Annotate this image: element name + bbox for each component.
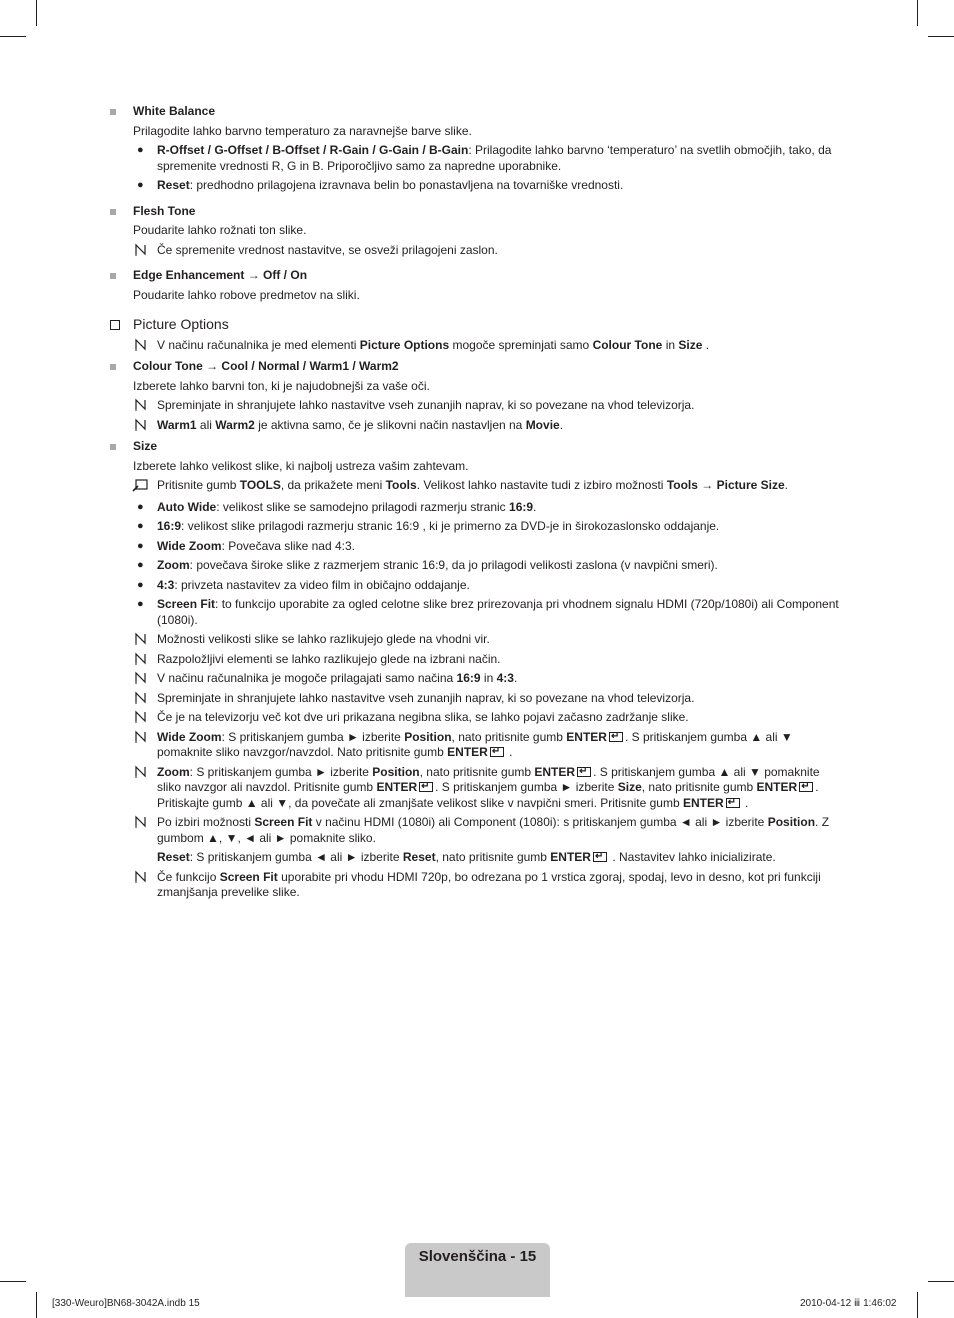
colour-tone-heading: Colour Tone → Cool / Normal / Warm1 / Warm2 bbox=[110, 359, 845, 375]
bullet-item: ● 16:9: velikost slike prilagodi razmerju stranic 16:9 , ki je primerno za DVD-je in širokozaslonsko oddajanje. bbox=[137, 519, 720, 533]
square-bullet-icon bbox=[110, 104, 130, 120]
bullet-item: ● Zoom: povečava široke slike z razmerjem stranic 16:9, da jo prilagodi velikosti zaslona (v navpični smeri). bbox=[137, 558, 718, 572]
square-bullet-icon bbox=[110, 439, 130, 455]
enter-icon bbox=[593, 852, 607, 862]
enter-icon bbox=[799, 782, 813, 792]
reset-line: Reset: S pritiskanjem gumba ◄ ali ► izberite Reset, nato pritisnite gumb ENTER↵ . Nastavitev lahko inicializirate. bbox=[157, 850, 845, 866]
enter-icon bbox=[490, 747, 504, 757]
dot-bullet-icon: ● bbox=[137, 179, 144, 191]
slug-left: [330-Weuro]BN68-3042A.indb 15 bbox=[52, 1298, 200, 1309]
slug-right: 2010-04-12 ⅲ 1:46:02 bbox=[800, 1298, 897, 1309]
note-n-icon bbox=[134, 730, 148, 743]
note-n-icon bbox=[134, 815, 148, 828]
dot-bullet-icon: ● bbox=[137, 144, 144, 156]
crop-mark bbox=[36, 1292, 37, 1318]
crop-mark bbox=[36, 0, 37, 26]
white-balance-desc: Prilagodite lahko barvno temperaturo za naravnejše barve slike. bbox=[133, 123, 472, 138]
note-item: Možnosti velikosti slike se lahko razlikujejo glede na vhodni vir. bbox=[110, 632, 845, 648]
tools-note: Pritisnite gumb TOOLS, da prikažete meni Tools. Velikost lahko nastavite tudi z izbiro možnosti Tools → Picture Size. bbox=[110, 478, 845, 494]
picture-options-heading: Picture Options bbox=[110, 317, 845, 334]
crop-mark bbox=[917, 1292, 918, 1318]
size-heading: Size bbox=[110, 439, 845, 455]
note-n-icon bbox=[134, 652, 148, 665]
note-item: Po izbiri možnosti Screen Fit v načinu HDMI (1080i) ali Component (1080i): s pritiskanjem gumba ◄ ali ► izberite Position. Z gumbom ▲, ▼, ◄ ali ► pomaknite sliko. Reset: S pritiskanjem gumba ◄ ali ► izberite Reset, nato pritisnite gumb ENTER↵ . Nastavitev lahko inicializirate. bbox=[110, 815, 845, 866]
dot-bullet-icon: ● bbox=[137, 559, 144, 571]
note-item: Razpoložljivi elementi se lahko razlikujejo glede na izbrani način. bbox=[110, 652, 845, 668]
crop-mark bbox=[928, 36, 954, 37]
note-item: Če je na televizorju več kot dve uri prikazana negibna slika, se lahko pojavi začasno zadržanje slike. bbox=[110, 710, 845, 726]
crop-mark bbox=[0, 36, 26, 37]
note-item: V načinu računalnika je mogoče prilagajati samo načina 16:9 in 4:3. bbox=[110, 671, 845, 687]
square-bullet-icon bbox=[110, 204, 130, 220]
note-item: Če spremenite vrednost nastavitve, se osveži prilagojeni zaslon. bbox=[110, 243, 845, 259]
bullet-item: ● Auto Wide: velikost slike se samodejno prilagodi razmerju stranic 16:9. bbox=[137, 499, 537, 514]
crop-mark bbox=[0, 1281, 26, 1282]
crop-mark bbox=[917, 0, 918, 26]
tools-icon bbox=[132, 479, 148, 497]
dot-bullet-icon: ● bbox=[137, 539, 144, 552]
note-item: Spreminjate in shranjujete lahko nastavitve vseh zunanjih naprav, ki so povezane na vhod televizorja. bbox=[110, 691, 845, 707]
edge-enhancement-heading: Edge Enhancement → Off / On bbox=[110, 268, 845, 284]
dot-bullet-icon: ● bbox=[137, 578, 144, 591]
note-item: Wide Zoom: S pritiskanjem gumba ► izberite Position, nato pritisnite gumb ENTER↵ . S pritiskanjem gumba ▲ ali ▼ pomaknite sliko navzgor/navzdol. Nato pritisnite gumb ENTER↵ . bbox=[110, 730, 845, 761]
dot-bullet-icon: ● bbox=[137, 520, 144, 532]
note-n-icon bbox=[134, 870, 148, 883]
bullet-item: ● 4:3: privzeta nastavitev za video film in običajno oddajanje. bbox=[137, 577, 470, 592]
note-item: Spreminjate in shranjujete lahko nastavitve vseh zunanjih naprav, ki so povezane na vhod televizorja. bbox=[110, 398, 845, 414]
note-item: Warm1 ali Warm2 je aktivna samo, če je slikovni način nastavljen na Movie. bbox=[110, 418, 845, 434]
dot-bullet-icon: ● bbox=[137, 500, 144, 513]
enter-icon bbox=[726, 798, 740, 808]
crop-mark bbox=[928, 1281, 954, 1282]
white-balance-heading: White Balance bbox=[110, 104, 845, 120]
page-number-label: Slovenščina - 15 bbox=[418, 1248, 537, 1265]
square-bullet-icon bbox=[110, 268, 130, 284]
manual-content bbox=[110, 104, 845, 901]
enter-icon bbox=[577, 767, 591, 777]
enter-icon bbox=[609, 732, 623, 742]
edge-enhancement-desc: Poudarite lahko robove predmetov na sliki. bbox=[133, 287, 360, 302]
note-n-icon bbox=[134, 243, 148, 256]
note-n-icon bbox=[134, 765, 148, 778]
note-item: Zoom: S pritiskanjem gumba ► izberite Position, nato pritisnite gumb ENTER↵ . S pritiskanjem gumba ▲ ali ▼ pomaknite sliko navzgor ali navzdol. Pritisnite gumb ENTER↵ . S pritiskanjem gumba ► izberite Size, nato pritisnite gumb ENTER↵ . Pritiskajte gumb ▲ ali ▼, da povečate ali zmanjšate velikost slike v navpični smeri. Pritisnite gumb ENTER↵ . bbox=[110, 765, 845, 812]
note-item: V načinu računalnika je med elementi Picture Options mogoče spreminjati samo Colour Tone in Size . bbox=[110, 338, 845, 354]
bullet-item: ● R-Offset / G-Offset / B-Offset / R-Gain / G-Gain / B-Gain: Prilagodite lahko barvno ‘temperaturo’ na svetlih območjih, tako, da spremenite vrednosti R, G in B. Priporočljivo samo za napredne uporabnike. bbox=[137, 143, 832, 173]
note-n-icon bbox=[134, 691, 148, 704]
size-desc: Izberete lahko velikost slike, ki najbolj ustreza vašim zahtevam. bbox=[133, 458, 469, 473]
square-bullet-icon bbox=[110, 359, 130, 375]
note-n-icon bbox=[134, 418, 148, 431]
checkbox-square-icon bbox=[110, 317, 130, 335]
note-n-icon bbox=[134, 338, 148, 351]
note-n-icon bbox=[134, 671, 148, 684]
bullet-item: ● Reset: predhodno prilagojena izravnava belin bo ponastavljena na tovarniške vrednosti. bbox=[137, 178, 624, 192]
note-n-icon bbox=[134, 710, 148, 723]
flesh-tone-desc: Poudarite lahko rožnati ton slike. bbox=[133, 223, 307, 237]
note-n-icon bbox=[134, 398, 148, 411]
colour-tone-desc: Izberete lahko barvni ton, ki je najudobnejši za vaše oči. bbox=[133, 378, 430, 393]
flesh-tone-heading: Flesh Tone bbox=[110, 204, 845, 220]
note-item: Če funkcijo Screen Fit uporabite pri vhodu HDMI 720p, bo odrezana po 1 vrstica zgoraj, spodaj, levo in desno, kot pri funkciji zmanjšanja prevelike slike. bbox=[110, 870, 845, 901]
bullet-item: ● Screen Fit: to funkcijo uporabite za ogled celotne slike brez prirezovanja pri vhodnem signalu HDMI (720p/1080i) ali Component (1080i). bbox=[137, 597, 839, 627]
enter-icon bbox=[419, 782, 433, 792]
note-n-icon bbox=[134, 632, 148, 645]
bullet-item: ● Wide Zoom: Povečava slike nad 4:3. bbox=[137, 538, 355, 553]
dot-bullet-icon: ● bbox=[137, 598, 144, 610]
